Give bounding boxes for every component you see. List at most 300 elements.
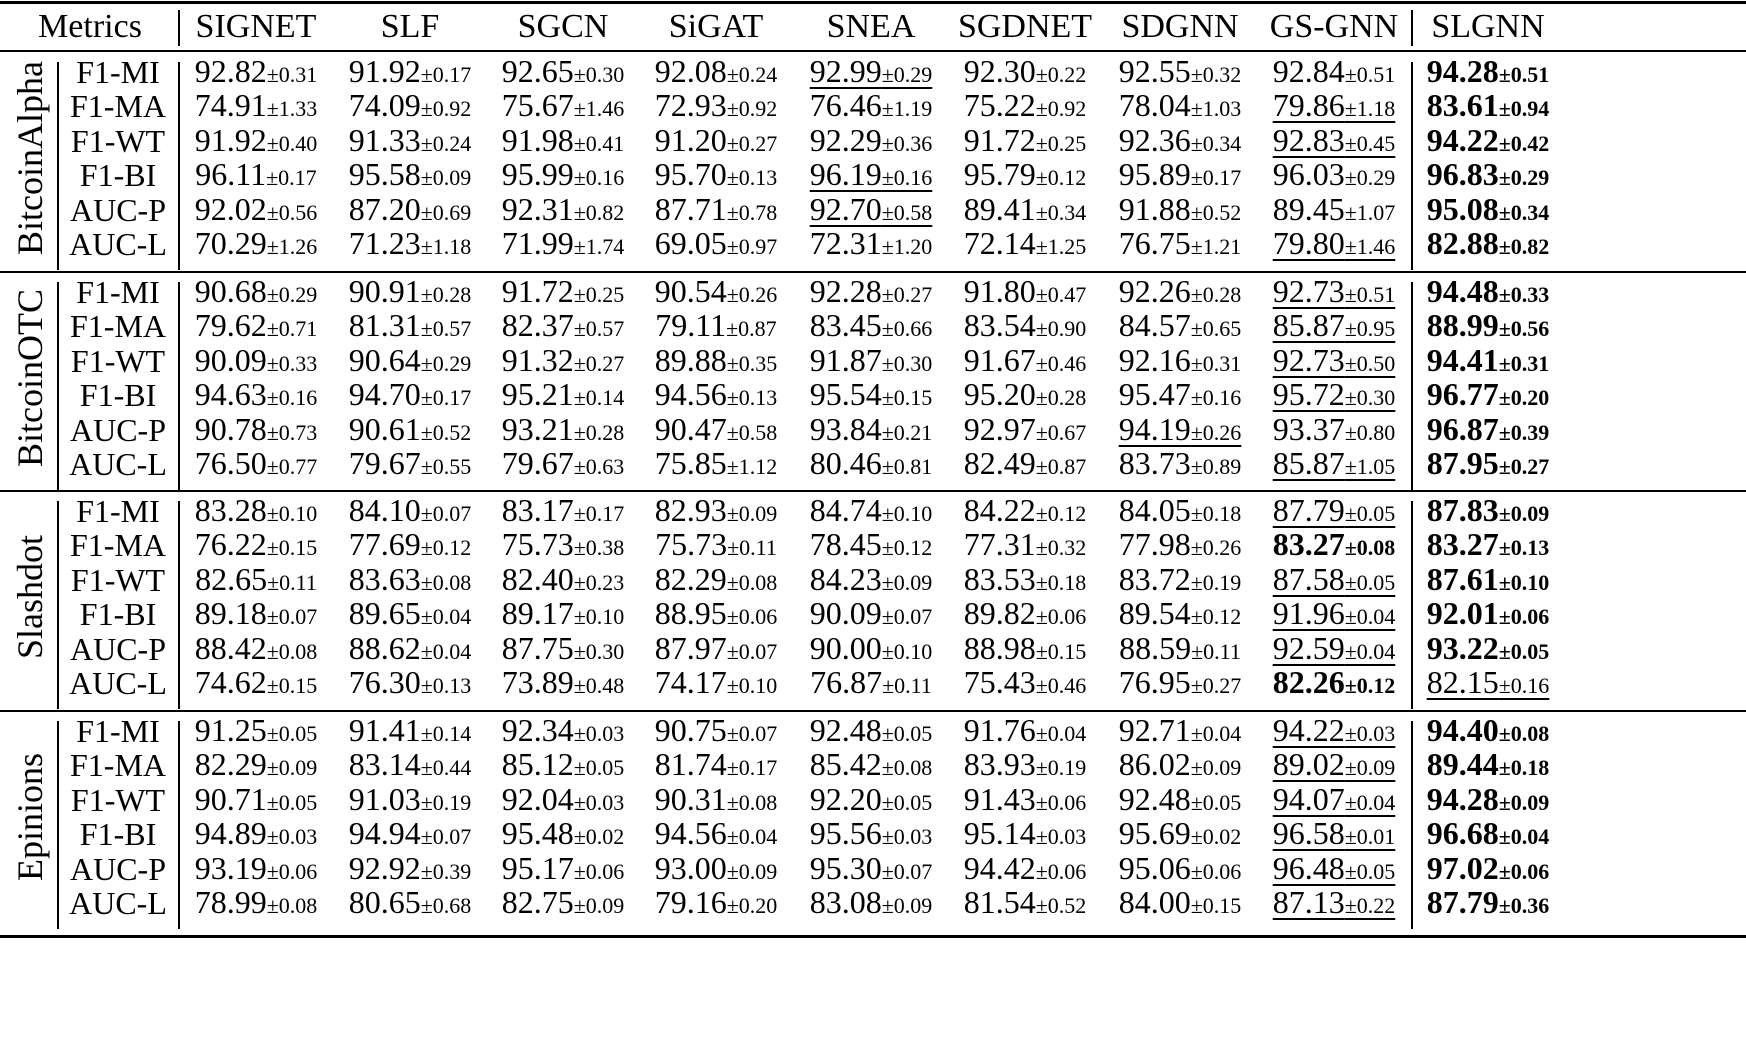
result-cell: [950, 815, 1100, 852]
result-value: 92.36: [1118, 121, 1191, 158]
result-value: 95.56: [809, 815, 882, 852]
result-std: ±0.10: [881, 638, 933, 664]
result-cell: [641, 275, 791, 307]
metric-label: AUC-P: [69, 411, 166, 448]
result-std: ±0.92: [1035, 96, 1087, 122]
result-std: ±0.30: [1344, 385, 1396, 411]
result-cell: [488, 780, 638, 817]
result-std: ±0.16: [1190, 385, 1242, 411]
result-std: ±0.25: [573, 282, 625, 307]
result-value: 85.42: [809, 746, 882, 783]
result-std: ±0.57: [420, 316, 472, 342]
result-value: 92.59: [1272, 629, 1345, 666]
result-cell: [1413, 780, 1563, 817]
result-value: 92.29: [809, 121, 882, 158]
result-std: ±0.28: [573, 419, 625, 445]
result-value: 85.12: [501, 746, 574, 783]
result-cell: [796, 780, 946, 817]
result-value: 95.54: [809, 376, 882, 413]
result-cell: [950, 376, 1100, 413]
result-cell: [1259, 275, 1409, 307]
result-cell: [641, 307, 791, 344]
result-value: 95.48: [501, 815, 574, 852]
result-std: ±0.48: [573, 673, 625, 698]
result-value: 95.70: [654, 156, 727, 193]
result-value: 84.74: [809, 492, 882, 528]
result-cell: [181, 121, 331, 158]
result-std: ±0.09: [420, 165, 472, 191]
result-value: 88.42: [194, 629, 267, 666]
result-cell: [1105, 410, 1255, 447]
result-value: 91.80: [963, 273, 1036, 309]
result-cell: [950, 410, 1100, 447]
result-value: 91.87: [809, 341, 882, 378]
result-cell: [641, 341, 791, 378]
result-cell: [488, 560, 638, 597]
group-divider: [178, 62, 180, 270]
result-value: 79.86: [1272, 87, 1345, 124]
result-cell: [796, 227, 946, 259]
result-cell: [1105, 376, 1255, 413]
result-cell: [796, 595, 946, 632]
result-cell: [641, 714, 791, 746]
result-std: ±0.44: [420, 755, 472, 781]
result-value: 92.48: [1118, 780, 1191, 817]
bottom-rule: [0, 935, 1746, 938]
result-value: 77.69: [348, 526, 421, 563]
header-rule: [0, 50, 1746, 52]
result-cell: [488, 307, 638, 344]
result-cell: [641, 410, 791, 447]
result-std: ±0.35: [726, 350, 778, 376]
result-value: 79.16: [654, 884, 727, 920]
result-value: 92.20: [809, 780, 882, 817]
result-value: 90.31: [654, 780, 727, 817]
result-cell: [1413, 815, 1563, 852]
result-value: 78.45: [809, 526, 882, 563]
result-cell: [1105, 87, 1255, 124]
result-cell: [335, 780, 485, 817]
result-cell: [488, 87, 638, 124]
result-value: 87.20: [348, 190, 421, 227]
group-divider: [57, 282, 59, 490]
result-cell: [950, 447, 1100, 479]
result-cell: [335, 815, 485, 852]
result-value: 96.03: [1272, 156, 1345, 193]
result-std: ±0.10: [266, 501, 318, 526]
result-value: 93.84: [809, 410, 882, 447]
result-value: 90.91: [348, 273, 421, 309]
result-cell: [488, 629, 638, 666]
result-value: 90.71: [194, 780, 267, 817]
result-std: ±0.52: [1035, 893, 1087, 918]
result-std: ±0.06: [1498, 604, 1550, 630]
result-std: ±0.29: [266, 282, 318, 307]
result-std: ±0.24: [420, 130, 472, 156]
result-cell: [488, 275, 638, 307]
result-cell: [181, 87, 331, 124]
result-cell: [1413, 55, 1563, 87]
result-cell: [335, 629, 485, 666]
result-std: ±1.46: [1344, 234, 1396, 259]
result-cell: [1105, 714, 1255, 746]
result-cell: [796, 714, 946, 746]
result-value: 91.41: [348, 712, 421, 748]
result-cell: [335, 666, 485, 698]
result-cell: [950, 307, 1100, 344]
result-cell: [950, 714, 1100, 746]
result-std: ±0.16: [573, 165, 625, 191]
result-std: ±0.04: [1344, 604, 1396, 630]
result-cell: [1413, 714, 1563, 746]
result-std: ±0.04: [420, 604, 472, 630]
dataset-label: BitcoinOTC: [10, 289, 50, 468]
result-std: ±0.52: [1190, 199, 1242, 225]
result-std: ±0.29: [881, 62, 933, 87]
result-value: 83.53: [963, 560, 1036, 597]
result-value: 88.59: [1119, 629, 1192, 666]
result-value: 95.30: [809, 849, 882, 886]
result-cell: [335, 849, 485, 886]
result-value: 96.19: [809, 156, 882, 193]
result-std: ±0.15: [1190, 893, 1242, 918]
result-value: 75.73: [655, 526, 728, 563]
result-cell: [1413, 560, 1563, 597]
result-cell: [1259, 526, 1409, 563]
result-std: ±1.74: [573, 234, 625, 259]
result-value: 92.26: [1118, 273, 1191, 309]
result-value: 82.15: [1426, 664, 1499, 700]
result-value: 95.47: [1118, 376, 1191, 413]
result-std: ±0.26: [726, 282, 778, 307]
result-cell: [181, 275, 331, 307]
result-std: ±0.77: [266, 454, 318, 479]
result-cell: [1105, 815, 1255, 852]
result-cell: [950, 886, 1100, 918]
result-cell: [1413, 87, 1563, 124]
result-std: ±0.05: [266, 721, 318, 746]
result-std: ±0.05: [266, 789, 318, 815]
result-cell: [181, 780, 331, 817]
result-std: ±0.09: [573, 893, 625, 918]
result-std: ±0.09: [266, 755, 318, 781]
result-std: ±0.07: [266, 604, 318, 630]
result-std: ±0.05: [881, 721, 933, 746]
result-std: ±0.50: [1344, 350, 1396, 376]
result-std: ±0.34: [1498, 199, 1550, 225]
result-value: 94.70: [348, 376, 421, 413]
result-std: ±0.03: [573, 789, 625, 815]
metric-label: F1-MA: [69, 747, 166, 784]
result-cell: [1259, 121, 1409, 158]
result-cell: [1259, 87, 1409, 124]
result-std: ±0.04: [726, 824, 778, 850]
result-cell: [181, 714, 331, 746]
result-std: ±0.94: [1498, 96, 1550, 122]
result-cell: [1105, 190, 1255, 227]
result-std: ±0.09: [881, 893, 933, 918]
result-std: ±0.03: [573, 721, 625, 746]
result-std: ±0.04: [1344, 789, 1396, 815]
result-value: 87.58: [1272, 560, 1345, 597]
result-cell: [181, 595, 331, 632]
result-value: 87.83: [1426, 492, 1499, 528]
result-std: ±0.47: [1035, 282, 1087, 307]
result-cell: [950, 666, 1100, 698]
result-cell: [641, 55, 791, 87]
result-cell: [1105, 629, 1255, 666]
result-value: 96.11: [195, 156, 267, 193]
result-std: ±0.68: [420, 893, 472, 918]
metric-label: F1-WT: [70, 561, 166, 598]
result-std: ±0.89: [1190, 454, 1242, 479]
result-cell: [641, 560, 791, 597]
result-value: 86.02: [1118, 746, 1191, 783]
result-cell: [335, 595, 485, 632]
result-std: ±1.25: [1035, 234, 1087, 259]
result-value: 90.75: [654, 712, 727, 748]
result-std: ±0.82: [1498, 234, 1550, 259]
result-value: 92.48: [809, 712, 882, 748]
result-std: ±0.07: [726, 721, 778, 746]
result-value: 84.57: [1118, 307, 1191, 344]
result-value: 92.31: [501, 190, 574, 227]
result-cell: [950, 526, 1100, 563]
result-value: 81.54: [963, 884, 1036, 920]
result-std: ±0.63: [573, 454, 625, 479]
result-std: ±0.95: [1344, 316, 1396, 342]
result-value: 88.98: [963, 629, 1036, 666]
result-std: ±0.07: [726, 638, 778, 664]
result-std: ±0.21: [881, 419, 933, 445]
result-cell: [641, 156, 791, 193]
result-value: 87.97: [654, 629, 727, 666]
result-std: ±0.14: [420, 721, 472, 746]
result-cell: [1259, 849, 1409, 886]
result-std: ±0.13: [420, 673, 472, 698]
result-cell: [1413, 629, 1563, 666]
result-value: 90.00: [809, 629, 882, 666]
result-value: 92.83: [1272, 121, 1345, 158]
result-cell: [1105, 666, 1255, 698]
result-std: ±0.24: [726, 62, 778, 87]
result-value: 87.61: [1426, 560, 1499, 597]
result-value: 85.87: [1272, 445, 1345, 481]
result-cell: [950, 227, 1100, 259]
result-cell: [641, 190, 791, 227]
result-std: ±0.30: [573, 62, 625, 87]
result-cell: [641, 447, 791, 479]
result-std: ±0.27: [1190, 673, 1242, 698]
result-std: ±0.45: [1344, 130, 1396, 156]
result-value: 83.14: [348, 746, 421, 783]
result-std: ±0.29: [1498, 165, 1550, 191]
result-cell: [950, 121, 1100, 158]
result-value: 92.55: [1118, 53, 1191, 89]
result-value: 76.50: [194, 445, 267, 481]
result-value: 90.78: [194, 410, 267, 447]
result-value: 91.20: [654, 121, 727, 158]
result-std: ±0.25: [1035, 130, 1087, 156]
result-cell: [1413, 886, 1563, 918]
result-std: ±0.11: [727, 535, 777, 561]
result-value: 83.72: [1118, 560, 1191, 597]
result-value: 94.41: [1426, 341, 1499, 378]
result-cell: [1413, 526, 1563, 563]
group-divider: [57, 721, 59, 929]
result-value: 91.67: [963, 341, 1036, 378]
result-cell: [1105, 307, 1255, 344]
result-cell: [1105, 780, 1255, 817]
result-value: 94.40: [1426, 712, 1499, 748]
result-std: ±0.04: [1190, 721, 1242, 746]
dataset-label: Slashdot: [10, 535, 50, 660]
result-std: ±0.81: [881, 454, 933, 479]
result-value: 74.09: [348, 87, 421, 124]
result-cell: [181, 629, 331, 666]
result-value: 89.65: [348, 595, 421, 632]
result-std: ±0.06: [1035, 858, 1087, 884]
result-value: 87.13: [1272, 884, 1345, 920]
result-std: ±0.06: [266, 858, 318, 884]
result-std: ±0.05: [1344, 569, 1396, 595]
result-value: 95.99: [501, 156, 574, 193]
result-std: ±0.09: [726, 501, 778, 526]
result-std: ±0.41: [573, 130, 625, 156]
result-cell: [950, 190, 1100, 227]
result-cell: [335, 410, 485, 447]
result-cell: [950, 560, 1100, 597]
result-cell: [488, 494, 638, 526]
dataset-label: BitcoinAlpha: [10, 61, 50, 256]
result-value: 79.62: [194, 307, 267, 344]
result-value: 94.56: [654, 815, 727, 852]
result-value: 82.65: [195, 560, 268, 597]
result-std: ±0.36: [1498, 893, 1550, 918]
result-value: 92.84: [1272, 53, 1345, 89]
result-cell: [335, 560, 485, 597]
result-std: ±0.06: [1498, 858, 1550, 884]
result-value: 81.31: [348, 307, 421, 344]
group-divider: [178, 282, 180, 490]
metric-label: F1-MI: [76, 274, 160, 310]
result-cell: [181, 526, 331, 563]
result-cell: [335, 227, 485, 259]
result-value: 78.04: [1118, 87, 1191, 124]
result-cell: [1413, 447, 1563, 479]
result-std: ±0.11: [267, 569, 317, 595]
result-cell: [488, 341, 638, 378]
result-value: 95.17: [501, 849, 574, 886]
result-std: ±0.07: [881, 604, 933, 630]
result-std: ±0.09: [726, 858, 778, 884]
result-std: ±0.08: [1344, 535, 1396, 561]
result-cell: [181, 341, 331, 378]
result-cell: [488, 526, 638, 563]
result-cell: [1259, 714, 1409, 746]
result-cell: [641, 629, 791, 666]
result-cell: [1259, 494, 1409, 526]
result-cell: [488, 376, 638, 413]
result-value: 95.14: [963, 815, 1036, 852]
metric-label: AUC-L: [69, 885, 167, 921]
result-cell: [796, 156, 946, 193]
result-cell: [950, 629, 1100, 666]
result-cell: [181, 55, 331, 87]
result-cell: [641, 595, 791, 632]
result-value: 82.37: [501, 307, 574, 344]
result-cell: [641, 121, 791, 158]
result-value: 92.97: [963, 410, 1036, 447]
result-value: 94.48: [1426, 273, 1499, 309]
result-std: ±0.06: [1035, 789, 1087, 815]
result-value: 77.98: [1118, 526, 1191, 563]
result-cell: [488, 410, 638, 447]
result-cell: [488, 746, 638, 783]
result-value: 74.62: [194, 664, 267, 700]
result-cell: [950, 746, 1100, 783]
result-std: ±0.22: [1035, 62, 1087, 87]
result-cell: [1105, 746, 1255, 783]
result-std: ±0.15: [266, 535, 318, 561]
result-std: ±0.03: [266, 824, 318, 850]
result-std: ±0.58: [881, 199, 933, 225]
result-value: 80.65: [348, 884, 421, 920]
result-value: 91.76: [963, 712, 1036, 748]
result-value: 95.58: [348, 156, 421, 193]
result-value: 89.17: [501, 595, 574, 632]
result-value: 76.95: [1118, 664, 1191, 700]
header-slgnn: SLGNN: [1431, 8, 1545, 45]
result-cell: [488, 714, 638, 746]
header-sgdnet: SGDNET: [957, 8, 1093, 45]
result-cell: [335, 55, 485, 87]
result-value: 82.29: [194, 746, 267, 783]
result-cell: [1105, 447, 1255, 479]
result-value: 83.27: [1272, 526, 1345, 563]
result-cell: [796, 746, 946, 783]
result-cell: [641, 849, 791, 886]
result-value: 94.22: [1426, 121, 1499, 158]
result-std: ±0.17: [266, 165, 317, 191]
result-value: 75.73: [501, 526, 574, 563]
result-cell: [1259, 666, 1409, 698]
result-std: ±0.05: [881, 789, 933, 815]
result-cell: [488, 121, 638, 158]
result-cell: [1105, 275, 1255, 307]
result-value: 91.88: [1118, 190, 1191, 227]
result-cell: [796, 376, 946, 413]
result-cell: [1413, 275, 1563, 307]
result-std: ±0.04: [1498, 824, 1550, 850]
header-sigat: SiGAT: [668, 8, 764, 45]
result-cell: [1413, 341, 1563, 378]
result-value: 88.95: [654, 595, 727, 632]
result-value: 69.05: [654, 225, 727, 261]
result-std: ±0.51: [1344, 62, 1396, 87]
result-value: 75.43: [963, 664, 1036, 700]
result-std: ±0.28: [1035, 385, 1087, 411]
result-cell: [488, 886, 638, 918]
result-value: 81.74: [654, 746, 727, 783]
result-value: 97.02: [1426, 849, 1499, 886]
result-value: 91.72: [963, 121, 1036, 158]
result-cell: [1105, 121, 1255, 158]
result-std: ±0.07: [420, 824, 472, 850]
result-std: ±0.05: [1190, 789, 1242, 815]
result-value: 91.25: [194, 712, 267, 748]
result-std: ±0.17: [1190, 165, 1242, 191]
